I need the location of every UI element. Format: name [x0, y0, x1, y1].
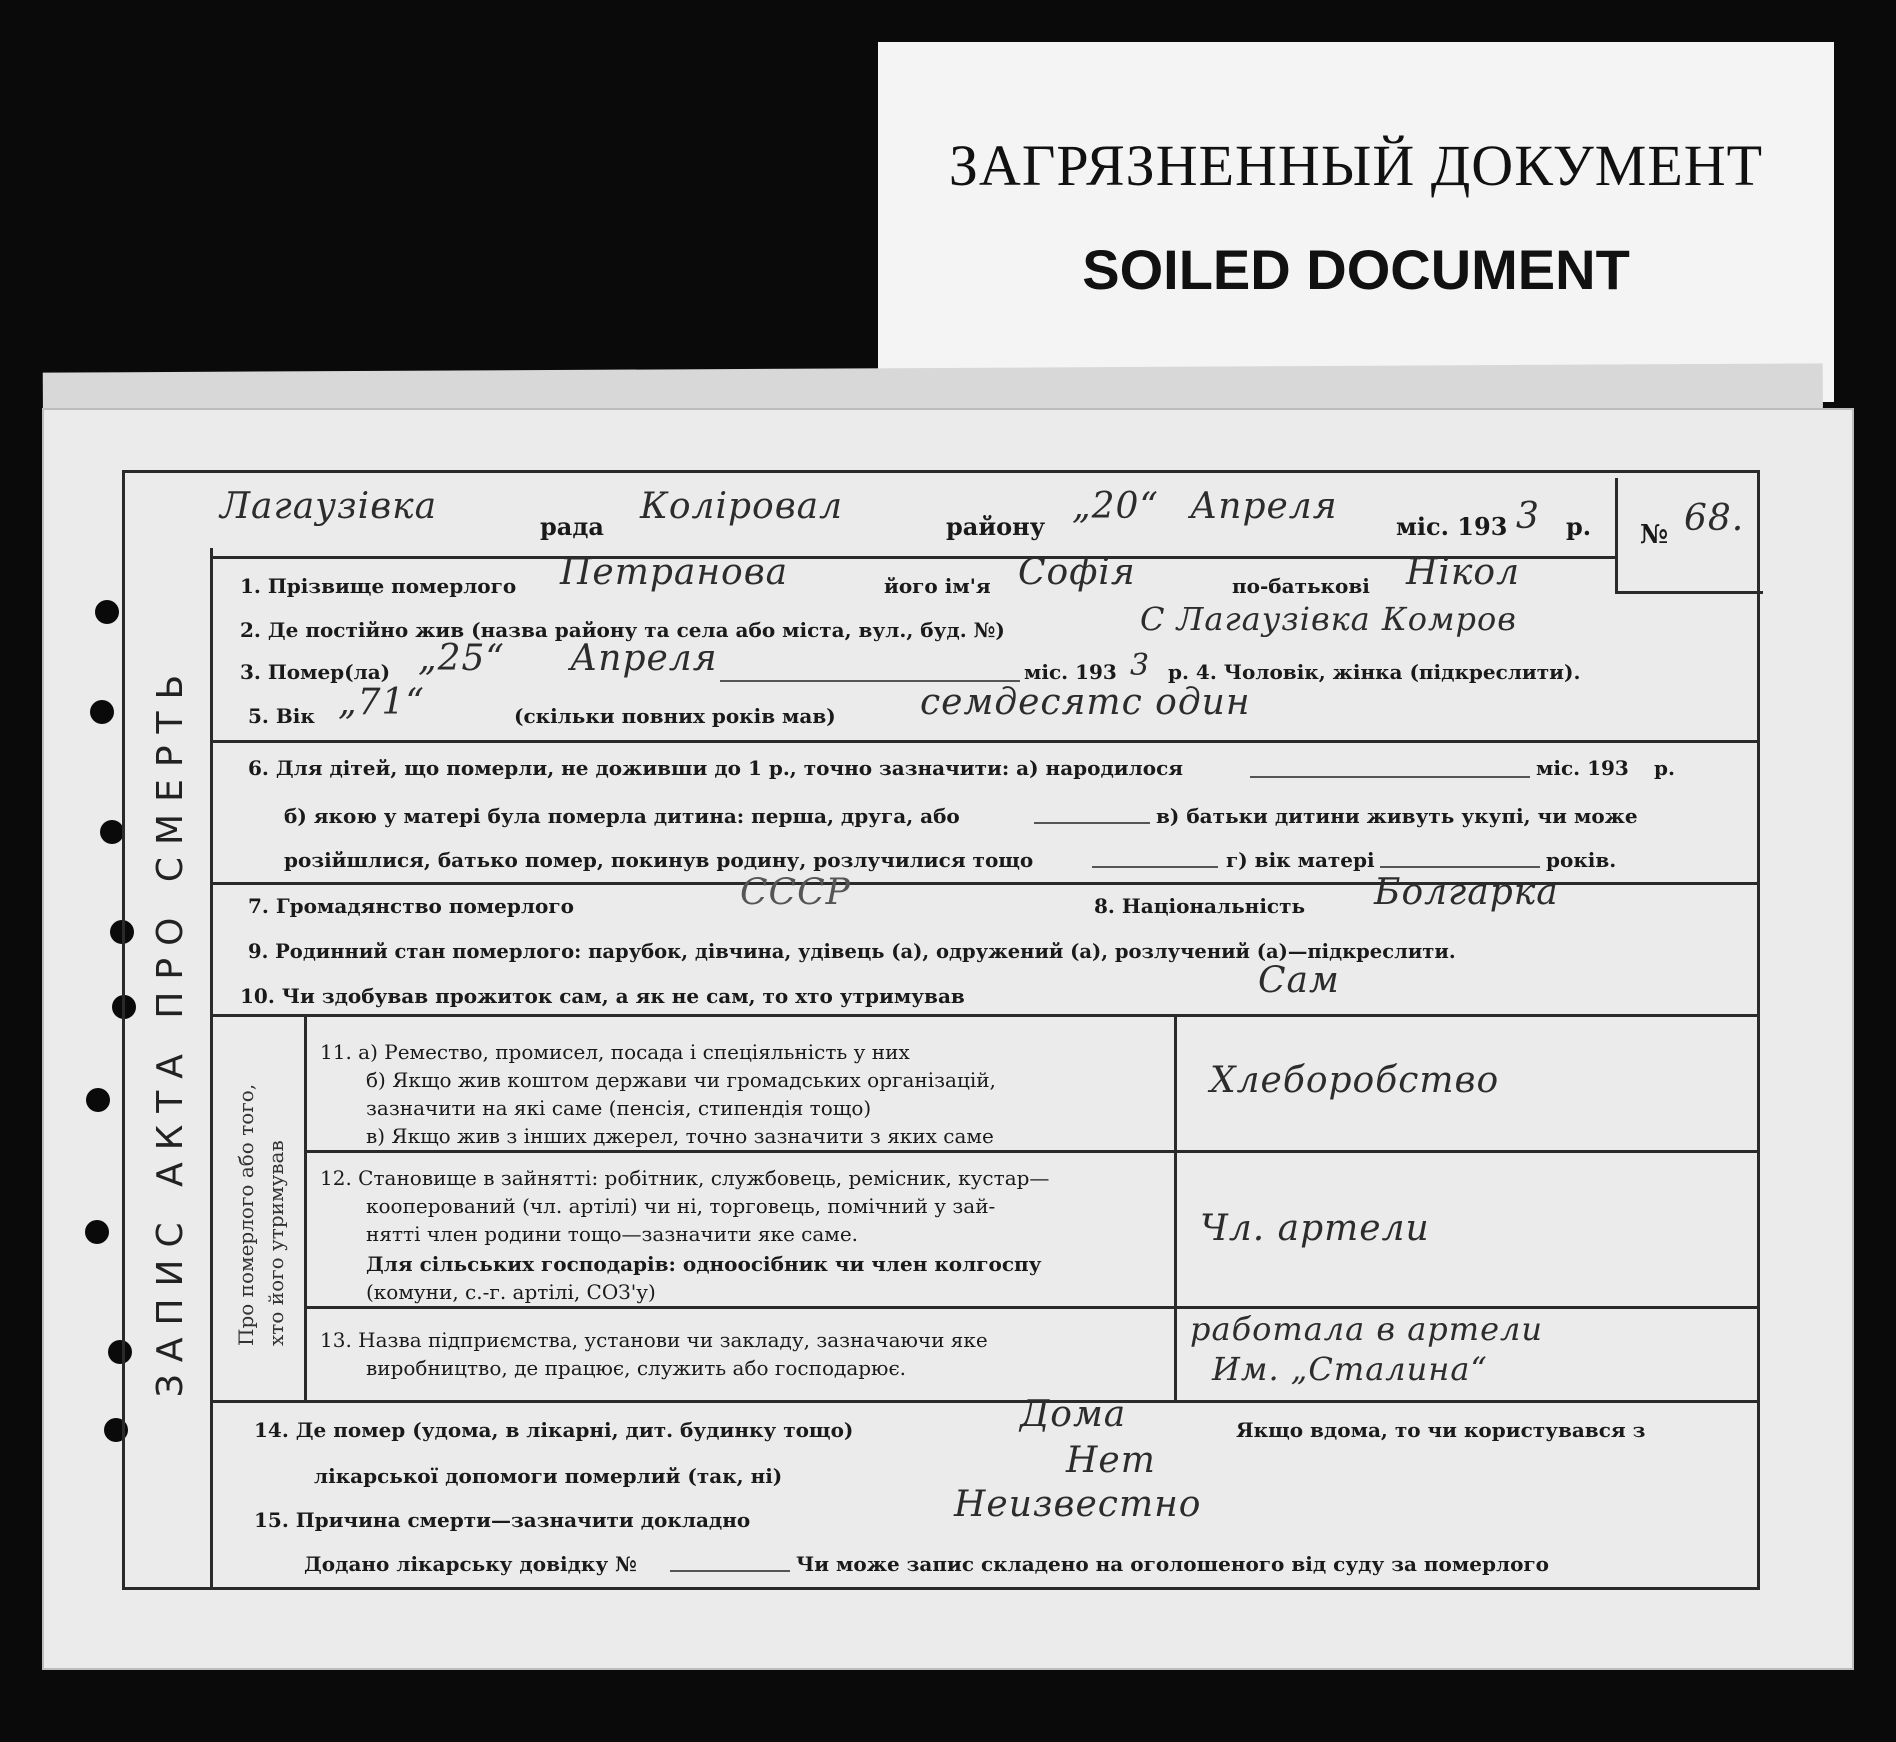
row11-divider [304, 1150, 1760, 1153]
r2-label: 2. Де постійно жив (назва району та села або міста, вул., буд. №) [240, 618, 1005, 642]
punch-hole [95, 600, 119, 624]
r6-line2b: в) батьки дитини живуть укупі, чи може [1156, 804, 1638, 828]
r1-surname: Петранова [560, 552, 789, 593]
row13-divider [210, 1400, 1760, 1403]
r11-value: Хлеборобство [1210, 1060, 1500, 1101]
r1-patronymic: Нікол [1406, 552, 1521, 593]
punch-hole [100, 820, 124, 844]
date-day: „20“ [1072, 486, 1159, 527]
r14b-value: Нет [1066, 1440, 1156, 1481]
r11-line4: в) Якщо жив з інших джерел, точно зазначити з яких саме [366, 1124, 994, 1148]
r12-value: Чл. артели [1200, 1208, 1430, 1249]
r12-line1: 12. Становище в зайнятті: робітник, службовець, ремісник, кустар— [320, 1166, 1050, 1190]
side-title-strip [130, 475, 212, 1585]
side-note-line1: Про померлого або того, [234, 1083, 258, 1346]
r12-line5: (комуни, с.-г. артілі, СОЗ'у) [366, 1280, 656, 1304]
rayon-label: району [946, 512, 1046, 541]
r10-value: Сам [1258, 960, 1340, 1001]
r13-value2: Им. „Сталина“ [1212, 1350, 1488, 1388]
r6-status-underline [1092, 866, 1218, 868]
soiled-label-card [878, 42, 1834, 402]
r6-month-year: міс. 193 [1536, 756, 1629, 780]
r15-label: 15. Причина смерти—зазначити докладно [254, 1508, 751, 1532]
date-month: Апреля [1190, 486, 1338, 527]
r8-label: 8. Національність [1094, 894, 1306, 918]
r3-year-digit: 3 [1130, 648, 1151, 683]
rada-label: рада [540, 512, 604, 541]
r12-line4: Для сільських господарів: одноосібник чи член колгоспу [366, 1252, 1042, 1276]
answer-column-divider [1174, 1014, 1177, 1400]
r5-words: семдесятс один [920, 682, 1251, 723]
row10-divider [210, 1014, 1760, 1017]
r3-day: „25“ [418, 638, 505, 679]
r7-value: СССР [740, 872, 851, 913]
side-title: ЗАПИС АКТА ПРО СМЕРТЬ [150, 662, 191, 1398]
row5-divider [210, 740, 1760, 743]
r5-hint: (скільки повних років мав) [514, 704, 836, 728]
label-english: SOILED DOCUMENT [1082, 238, 1630, 301]
r2-value: С Лагаузівка Комров [1140, 600, 1517, 638]
r6-line2a: б) якою у матері була померла дитина: перша, друга, або [284, 804, 960, 828]
record-number-value: 68. [1684, 498, 1745, 539]
r11-line3: зазначити на які саме (пенсія, стипендія тощо) [366, 1096, 872, 1120]
rayon-value: Коліровал [640, 486, 844, 527]
r3-label: 3. Помер(ла) [240, 660, 391, 684]
r1-patronymic-label: по-батькові [1232, 574, 1370, 598]
r9-label: 9. Родинний стан померлого: парубок, дівчина, удівець (а), одружений (а), розлучений (а)—підкреслити. [248, 940, 1456, 963]
side-divider [210, 548, 213, 1590]
r7-label: 7. Громадянство померлого [248, 894, 574, 918]
r6-birth-underline [1250, 776, 1530, 778]
side-note-divider [304, 1014, 307, 1400]
r6-year-suffix: р. [1654, 756, 1675, 780]
year-suffix: р. [1566, 512, 1592, 541]
rada-value: Лагаузівка [220, 486, 438, 527]
label-russian: ЗАГРЯЗНЕННЫЙ ДОКУМЕНТ [948, 133, 1764, 198]
r6-line3c: років. [1546, 848, 1617, 872]
r3-rest: р. 4. Чоловік, жінка (підкреслити). [1168, 660, 1581, 684]
r14-value: Дома [1020, 1394, 1127, 1435]
punch-hole [85, 1220, 109, 1244]
side-note-line2: хто його утримував [264, 1140, 288, 1346]
record-number-label: № [1640, 520, 1669, 550]
r13-value1: работала в артели [1190, 1310, 1544, 1348]
r13-line2: виробництво, де працює, служить або господарює. [366, 1356, 907, 1380]
month-year-label: міс. 193 [1396, 512, 1508, 541]
r5-value: „71“ [338, 682, 425, 723]
r6-line1: 6. Для дітей, що померли, не доживши до 1 р., точно зазначити: а) народилося [248, 756, 1184, 780]
row12-divider [304, 1306, 1760, 1309]
r10-label: 10. Чи здобував прожиток сам, а як не сам, то хто утримував [240, 984, 965, 1008]
r15-value: Неизвестно [954, 1484, 1202, 1525]
r5-label: 5. Вік [248, 704, 315, 728]
r6-line3a: розійшлися, батько помер, покинув родину, розлучилися тощо [284, 848, 1034, 872]
r16-court: Чи може запис складено на оголошеного від суду за померлого [796, 1552, 1550, 1576]
r16-attached: Додано лікарську довідку № [304, 1552, 637, 1576]
punch-hole [90, 700, 114, 724]
r1-name-label: його ім'я [884, 574, 991, 598]
r12-line2: кооперований (чл. артілі) чи ні, торговець, помічний у зай- [366, 1194, 996, 1218]
header-divider [210, 556, 1615, 559]
r3-month-year: міс. 193 [1024, 660, 1117, 684]
r14-label: 14. Де помер (удома, в лікарні, дит. будинку тощо) [254, 1418, 854, 1442]
punch-hole [86, 1088, 110, 1112]
r11-line1: 11. а) Ремество, промисел, посада і спеціяльність у них [320, 1040, 910, 1064]
r14b-label: лікарської допомоги померлий (так, ні) [314, 1464, 783, 1488]
r8-value: Болгарка [1374, 872, 1559, 913]
r1-label: 1. Прізвище померлого [240, 574, 517, 598]
year-digit: 3 [1516, 496, 1540, 537]
r6-line3b: г) вік матері [1226, 848, 1375, 872]
r1-name: Софія [1018, 552, 1136, 593]
r14-tail: Якщо вдома, то чи користувався з [1236, 1418, 1646, 1442]
r11-line2: б) Якщо жив коштом держави чи громадських організацій, [366, 1068, 996, 1092]
r6-order-underline [1034, 822, 1150, 824]
r3-month: Апреля [570, 638, 718, 679]
r12-line3: нятті член родини тощо—зазначити яке саме. [366, 1222, 859, 1246]
r6-age-underline [1380, 866, 1540, 868]
r16-number-underline [670, 1570, 790, 1572]
r13-line1: 13. Назва підприємства, установи чи закладу, зазначаючи яке [320, 1328, 988, 1352]
